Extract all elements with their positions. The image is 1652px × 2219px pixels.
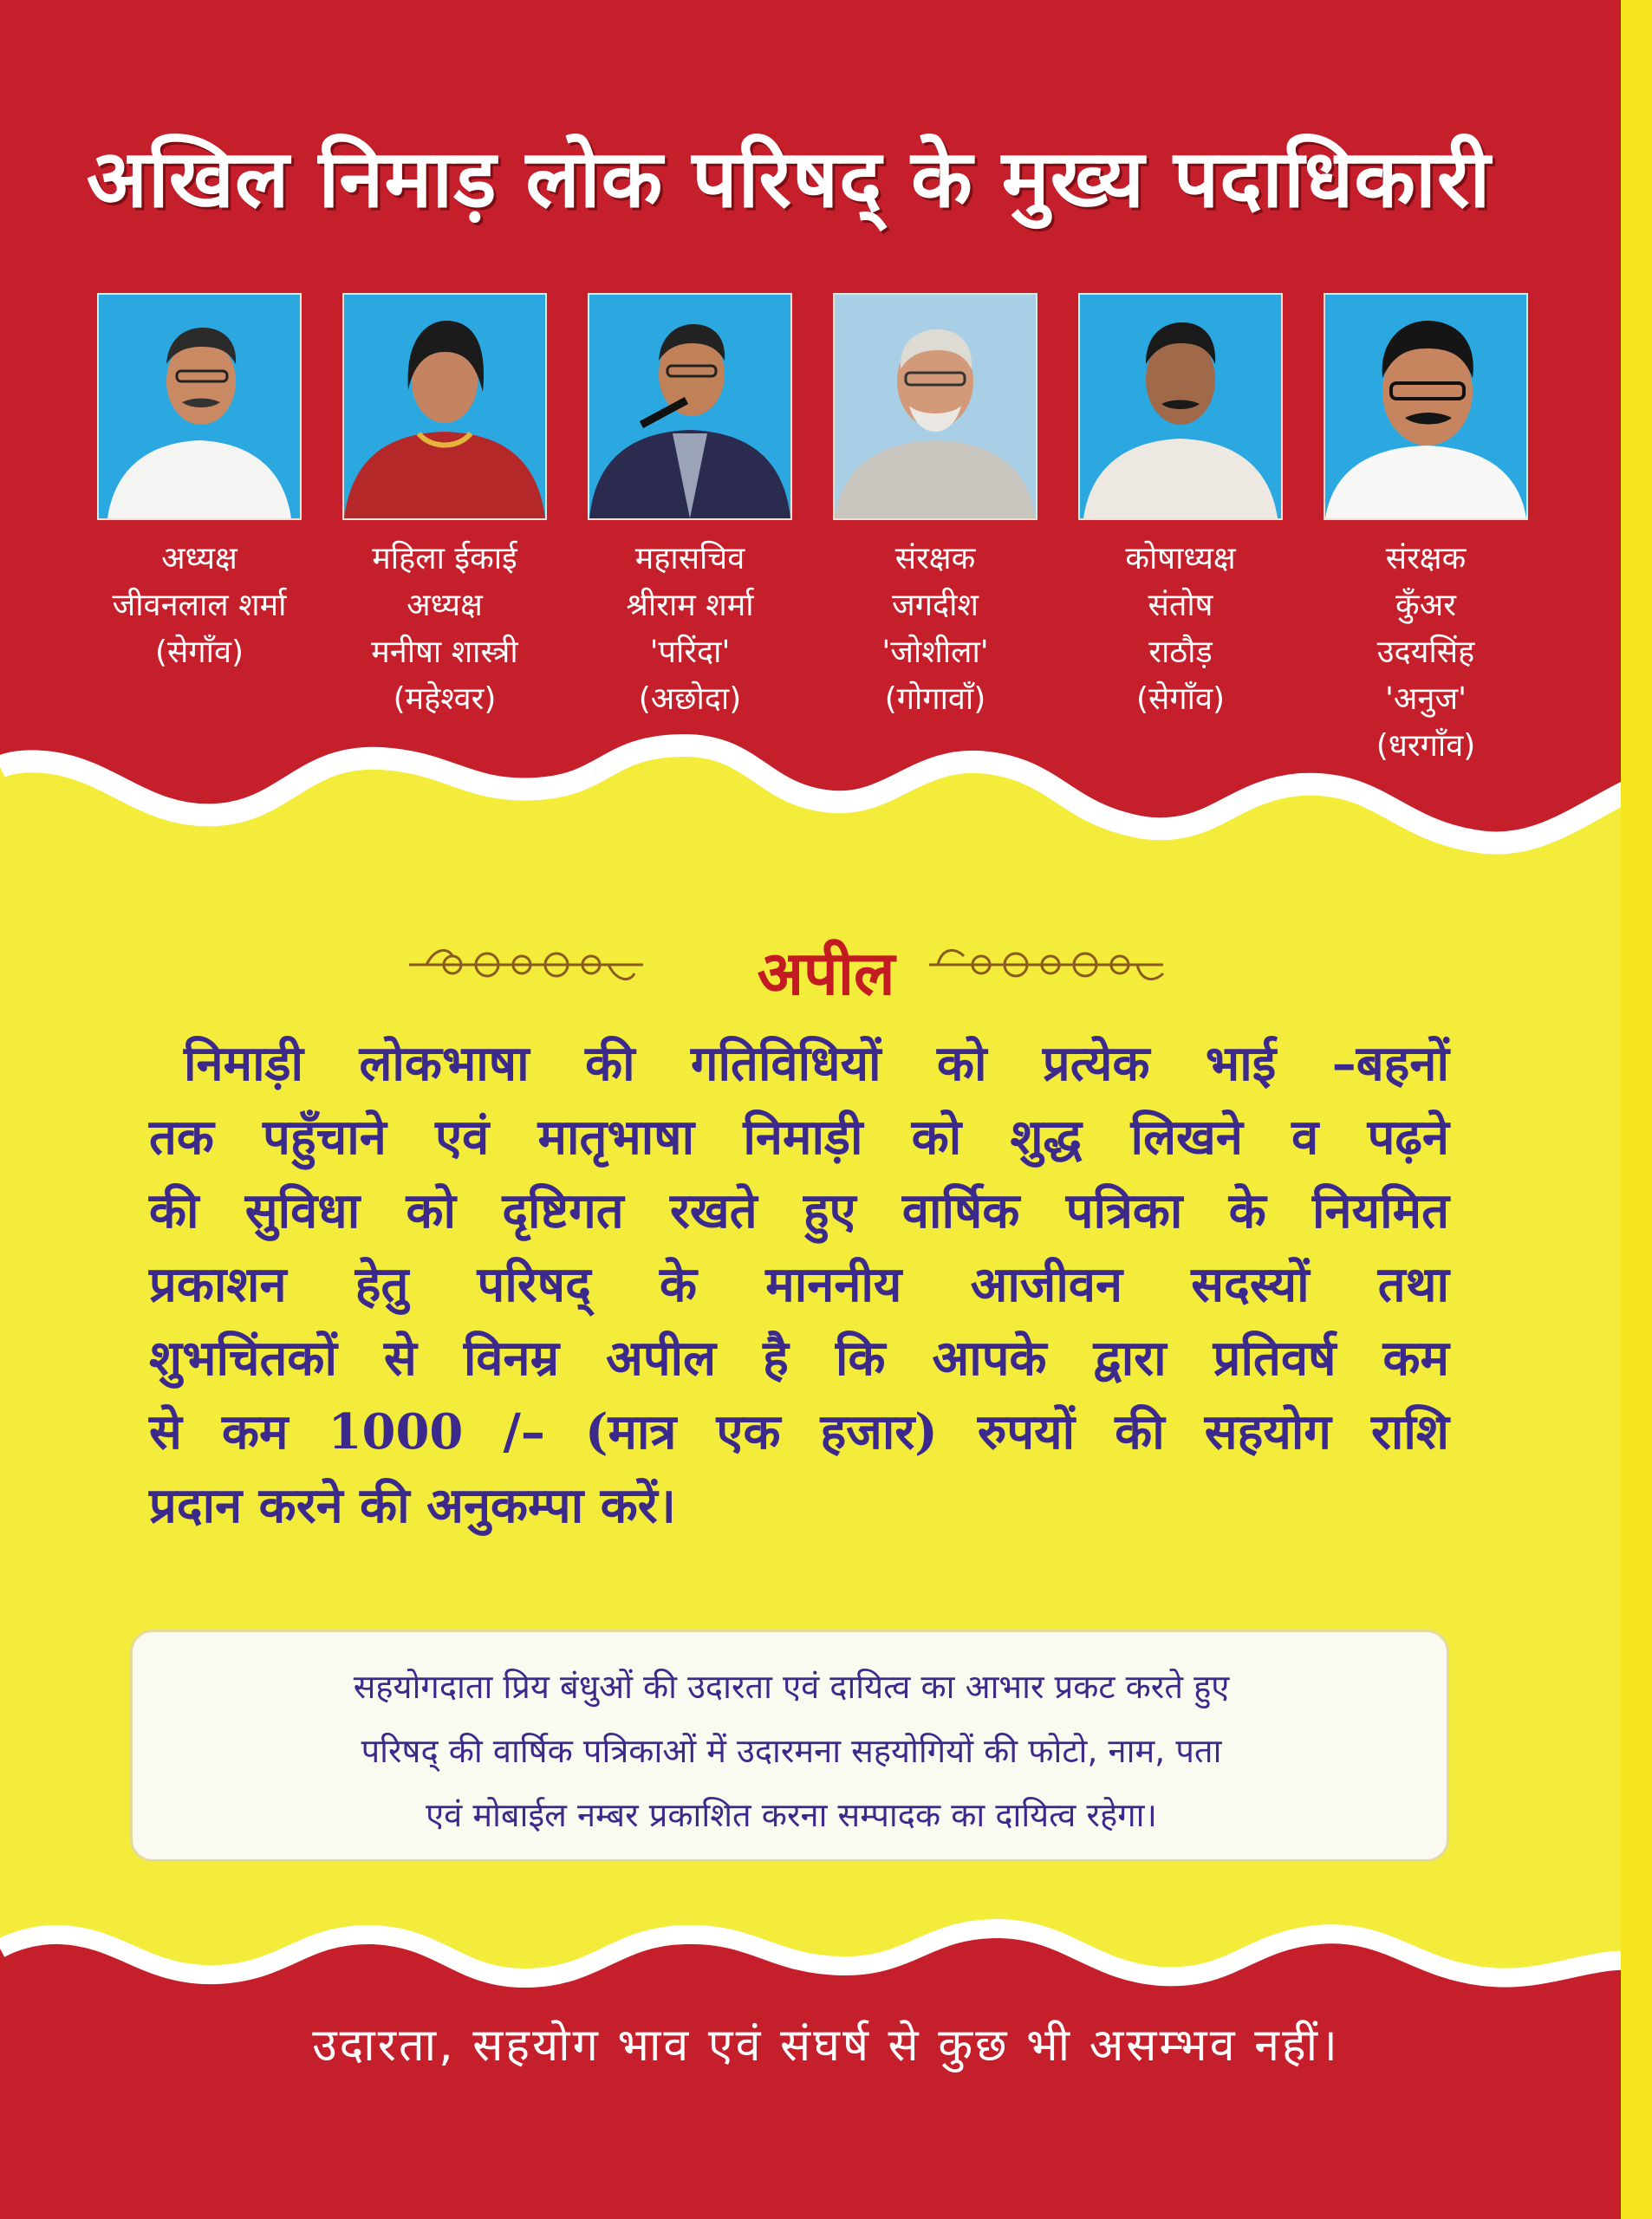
note-line: सहयोगदाता प्रिय बंधुओं की उदारता एवं दायित्व का आभार प्रकट करते हुए <box>353 1668 1230 1706</box>
appeal-line: निमाड़ी लोकभाषा की गतिविधियों को प्रत्येक भाई –बहनों <box>184 1035 1449 1092</box>
right-ornament-icon <box>920 943 1172 986</box>
officer-photo <box>342 293 547 520</box>
appeal-heading: अपील <box>757 937 895 1009</box>
officer-photo <box>97 293 302 520</box>
officer-title: कुँअर <box>1395 588 1456 623</box>
officer-photo <box>1324 293 1528 520</box>
officer-role: महासचिव <box>634 541 745 576</box>
footer-slogan: उदारता, सहयोग भाव एवं संघर्ष से कुछ भी असम्भव नहीं। <box>312 2020 1340 2072</box>
appeal-line: की सुविधा को दृष्टिगत रखते हुए वार्षिक पत्रिका के नियमित <box>149 1182 1449 1240</box>
note-line: परिषद् की वार्षिक पत्रिकाओं में उदारमना सहयोगियों की फोटो, नाम, पता <box>361 1732 1222 1770</box>
officer-photo <box>588 293 792 520</box>
officer-surname: राठौड़ <box>1148 634 1213 670</box>
officer-details <box>807 536 1063 723</box>
officer-role: संरक्षक <box>1385 541 1467 576</box>
appeal-text <box>149 1027 1449 1543</box>
officers-row <box>97 293 1527 796</box>
officer-details <box>562 536 818 723</box>
note-line: एवं मोबाईल नम्बर प्रकाशित करना सम्पादक का दायित्व रहेगा। <box>426 1796 1157 1834</box>
officer-details <box>1298 536 1554 770</box>
officer-name: जीवनलाल शर्मा <box>112 588 287 623</box>
officer-role: कोषाध्यक्ष <box>1125 541 1236 576</box>
officer-role: महिला ईकाई <box>372 541 517 576</box>
officer-name: श्रीराम शर्मा <box>626 588 754 623</box>
officer-photo <box>1078 293 1283 520</box>
appeal-line: से कम 1000 /– (मात्र एक हजार) रुपयों की सहयोग राशि <box>149 1403 1449 1461</box>
appeal-line: शुभचिंतकों से विनम्र अपील है कि आपके द्वारा प्रतिवर्ष कम <box>149 1330 1449 1387</box>
officer-place: (सेगाँव) <box>154 634 244 670</box>
right-edge-strip <box>1621 0 1652 2219</box>
officer-role: अध्यक्ष <box>161 541 237 576</box>
officer-name: मनीषा शास्त्री <box>371 634 518 670</box>
appeal-line: प्रकाशन हेतु परिषद् के माननीय आजीवन सदस्यों तथा <box>149 1256 1449 1313</box>
officer-place: (धरगाँव) <box>1376 728 1476 764</box>
officer-place: (अछोदा) <box>638 681 742 717</box>
officer-nickname: 'जोशीला' <box>881 634 989 670</box>
officer-name: उदयसिंह <box>1376 634 1475 670</box>
appeal-line: तक पहुँचाने एवं मातृभाषा निमाड़ी को शुद्ध लिखने व पढ़ने <box>149 1109 1449 1166</box>
officer-role-continued: अध्यक्ष <box>406 588 483 623</box>
officer-photo <box>833 293 1037 520</box>
officer-nickname: 'परिंदा' <box>649 634 731 670</box>
officer-details <box>1052 536 1309 723</box>
officer-place: (सेगाँव) <box>1135 681 1226 717</box>
officer-details <box>71 536 328 676</box>
officer-place: (महेश्वर) <box>393 681 497 717</box>
note-box <box>130 1630 1449 1862</box>
officer-place: (गोगावाँ) <box>884 681 986 717</box>
officer-details <box>316 536 573 723</box>
appeal-line: प्रदान करने की अनुकम्पा करें। <box>149 1477 676 1534</box>
officer-nickname: 'अनुज' <box>1385 681 1467 717</box>
page-title: अखिल निमाड़ लोक परिषद् के मुख्य पदाधिकारी <box>86 132 1492 225</box>
officer-role: संरक्षक <box>894 541 976 576</box>
officer-first-name: संतोष <box>1148 588 1213 623</box>
officer-name: जगदीश <box>892 588 979 623</box>
